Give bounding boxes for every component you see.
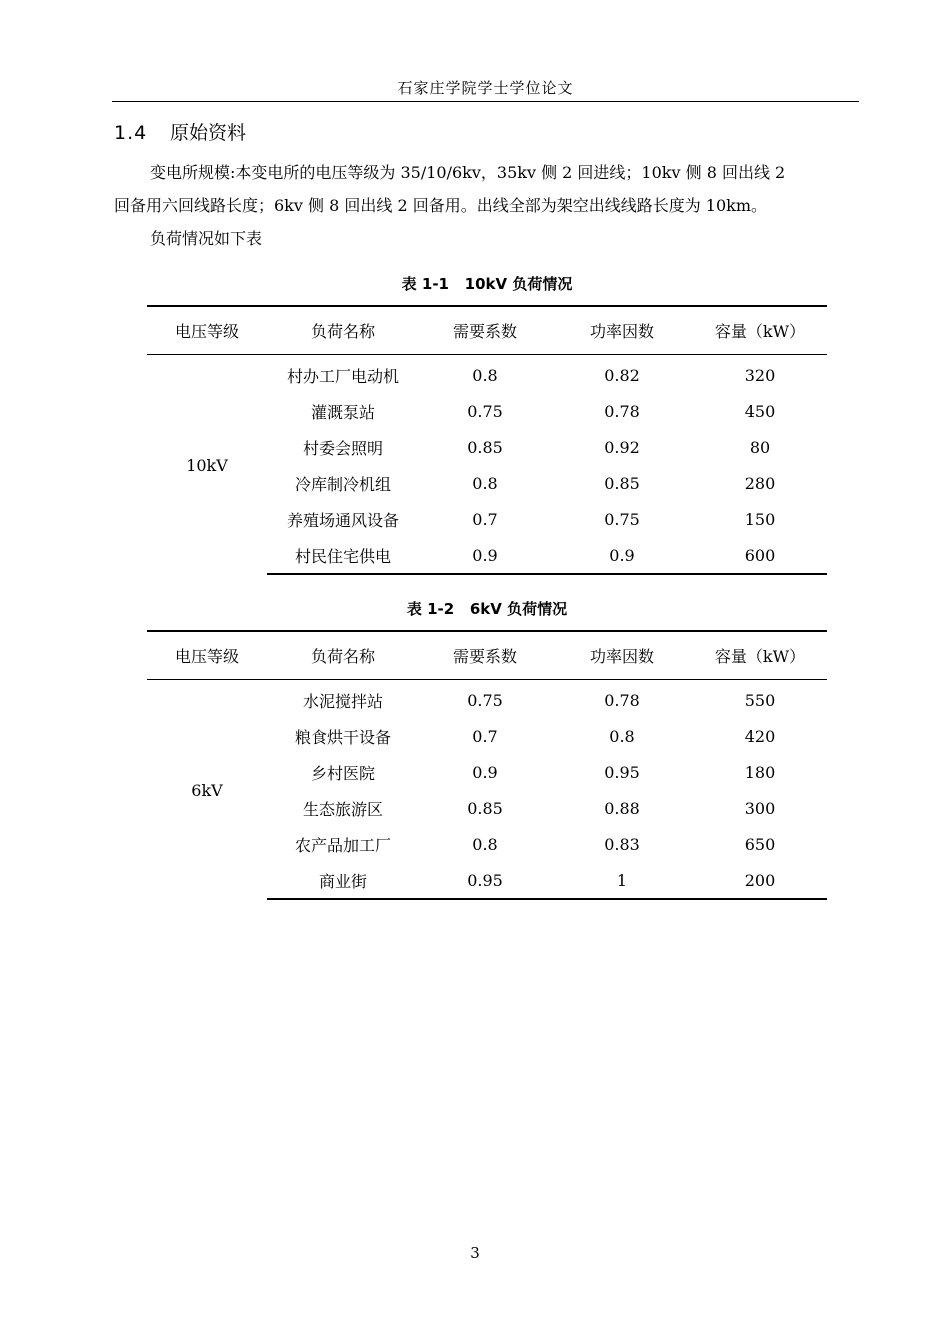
load-name-cell: 冷库制冷机组 xyxy=(294,474,391,494)
demand-factor-cell: 0.75 xyxy=(467,401,503,421)
load-name-cell: 农产品加工厂 xyxy=(294,835,391,855)
header-power-factor: 功率因数 xyxy=(551,306,693,355)
load-table-10kv xyxy=(147,305,827,575)
header-voltage: 电压等级 xyxy=(147,306,267,355)
table-header-row xyxy=(147,306,827,355)
paragraph-load-intro xyxy=(114,222,859,255)
demand-factor-cell: 0.9 xyxy=(419,537,551,574)
header-voltage: 电压等级 xyxy=(147,631,267,680)
power-factor-cell: 0.95 xyxy=(604,762,640,782)
load-name-cell: 村办工厂电动机 xyxy=(286,366,399,386)
header-capacity: 容量（kW） xyxy=(693,631,827,680)
demand-factor-cell: 0.8 xyxy=(472,365,498,385)
capacity-cell: 80 xyxy=(749,437,771,457)
load-name-cell: 生态旅游区 xyxy=(302,799,383,819)
power-factor-cell: 1 xyxy=(551,862,693,899)
header-demand-factor: 需要系数 xyxy=(419,306,551,355)
capacity-cell: 600 xyxy=(693,537,827,574)
demand-factor-cell: 0.95 xyxy=(419,862,551,899)
section-number: 1.4 xyxy=(114,122,148,144)
table-header-row xyxy=(147,631,827,680)
capacity-cell: 650 xyxy=(744,834,776,854)
power-factor-cell: 0.92 xyxy=(604,437,640,457)
power-factor-cell: 0.88 xyxy=(604,798,640,818)
load-name-cell: 乡村医院 xyxy=(310,763,375,783)
paragraph-scale-line1 xyxy=(114,156,859,189)
capacity-cell: 550 xyxy=(744,690,776,710)
paragraph-scale-line2: 回备用六回线路长度；6kv 侧 8 回出线 2 回备用。出线全部为架空出线线路长度为 10km。 xyxy=(114,196,768,215)
voltage-cell: 10kV xyxy=(186,456,228,475)
page-number: 3 xyxy=(470,1244,480,1262)
demand-factor-cell: 0.75 xyxy=(467,690,503,710)
power-factor-cell: 0.9 xyxy=(551,537,693,574)
capacity-cell: 280 xyxy=(744,473,776,493)
capacity-cell: 420 xyxy=(744,726,776,746)
capacity-cell: 320 xyxy=(744,365,776,385)
capacity-cell: 180 xyxy=(744,762,776,782)
demand-factor-cell: 0.7 xyxy=(472,726,498,746)
voltage-cell: 6kV xyxy=(191,781,223,800)
header-demand-factor: 需要系数 xyxy=(419,631,551,680)
load-name-cell: 商业街 xyxy=(267,862,419,899)
table-row xyxy=(147,355,827,394)
power-factor-cell: 0.75 xyxy=(604,509,640,529)
power-factor-cell: 0.85 xyxy=(604,473,640,493)
table-caption-2: 表 1-2 6kV 负荷情况 xyxy=(406,600,568,618)
demand-factor-cell: 0.9 xyxy=(472,762,498,782)
capacity-cell: 200 xyxy=(693,862,827,899)
load-name-cell: 灌溉泵站 xyxy=(310,402,375,422)
demand-factor-cell: 0.7 xyxy=(472,509,498,529)
section-heading xyxy=(114,118,246,145)
power-factor-cell: 0.83 xyxy=(604,834,640,854)
section-title: 原始资料 xyxy=(170,122,247,144)
page-header-title: 石家庄学院学士学位论文 xyxy=(397,79,574,97)
power-factor-cell: 0.82 xyxy=(604,365,640,385)
header-power-factor: 功率因数 xyxy=(551,631,693,680)
header-load-name: 负荷名称 xyxy=(267,306,419,355)
capacity-cell: 300 xyxy=(744,798,776,818)
header-rule xyxy=(112,101,859,102)
load-name-cell: 村委会照明 xyxy=(302,438,383,458)
power-factor-cell: 0.78 xyxy=(604,401,640,421)
paragraph-text: 负荷情况如下表 xyxy=(150,229,263,248)
demand-factor-cell: 0.85 xyxy=(467,798,503,818)
header-load-name: 负荷名称 xyxy=(267,631,419,680)
load-table-6kv xyxy=(147,630,827,900)
paragraph-text: 变电所规模:本变电所的电压等级为 35/10/6kv，35kv 侧 2 回进线；10kv 侧 8 回出线 2 xyxy=(150,163,786,182)
load-name-cell: 水泥搅拌站 xyxy=(302,691,383,711)
header-capacity: 容量（kW） xyxy=(693,306,827,355)
table-row xyxy=(147,680,827,719)
demand-factor-cell: 0.8 xyxy=(472,834,498,854)
demand-factor-cell: 0.8 xyxy=(472,473,498,493)
load-name-cell: 粮食烘干设备 xyxy=(294,727,391,747)
load-name-cell: 养殖场通风设备 xyxy=(286,510,399,530)
capacity-cell: 150 xyxy=(744,509,776,529)
table-caption-1: 表 1-1 10kV 负荷情况 xyxy=(401,275,573,293)
capacity-cell: 450 xyxy=(744,401,776,421)
power-factor-cell: 0.8 xyxy=(609,726,635,746)
load-name-cell: 村民住宅供电 xyxy=(267,537,419,574)
demand-factor-cell: 0.85 xyxy=(467,437,503,457)
power-factor-cell: 0.78 xyxy=(604,690,640,710)
